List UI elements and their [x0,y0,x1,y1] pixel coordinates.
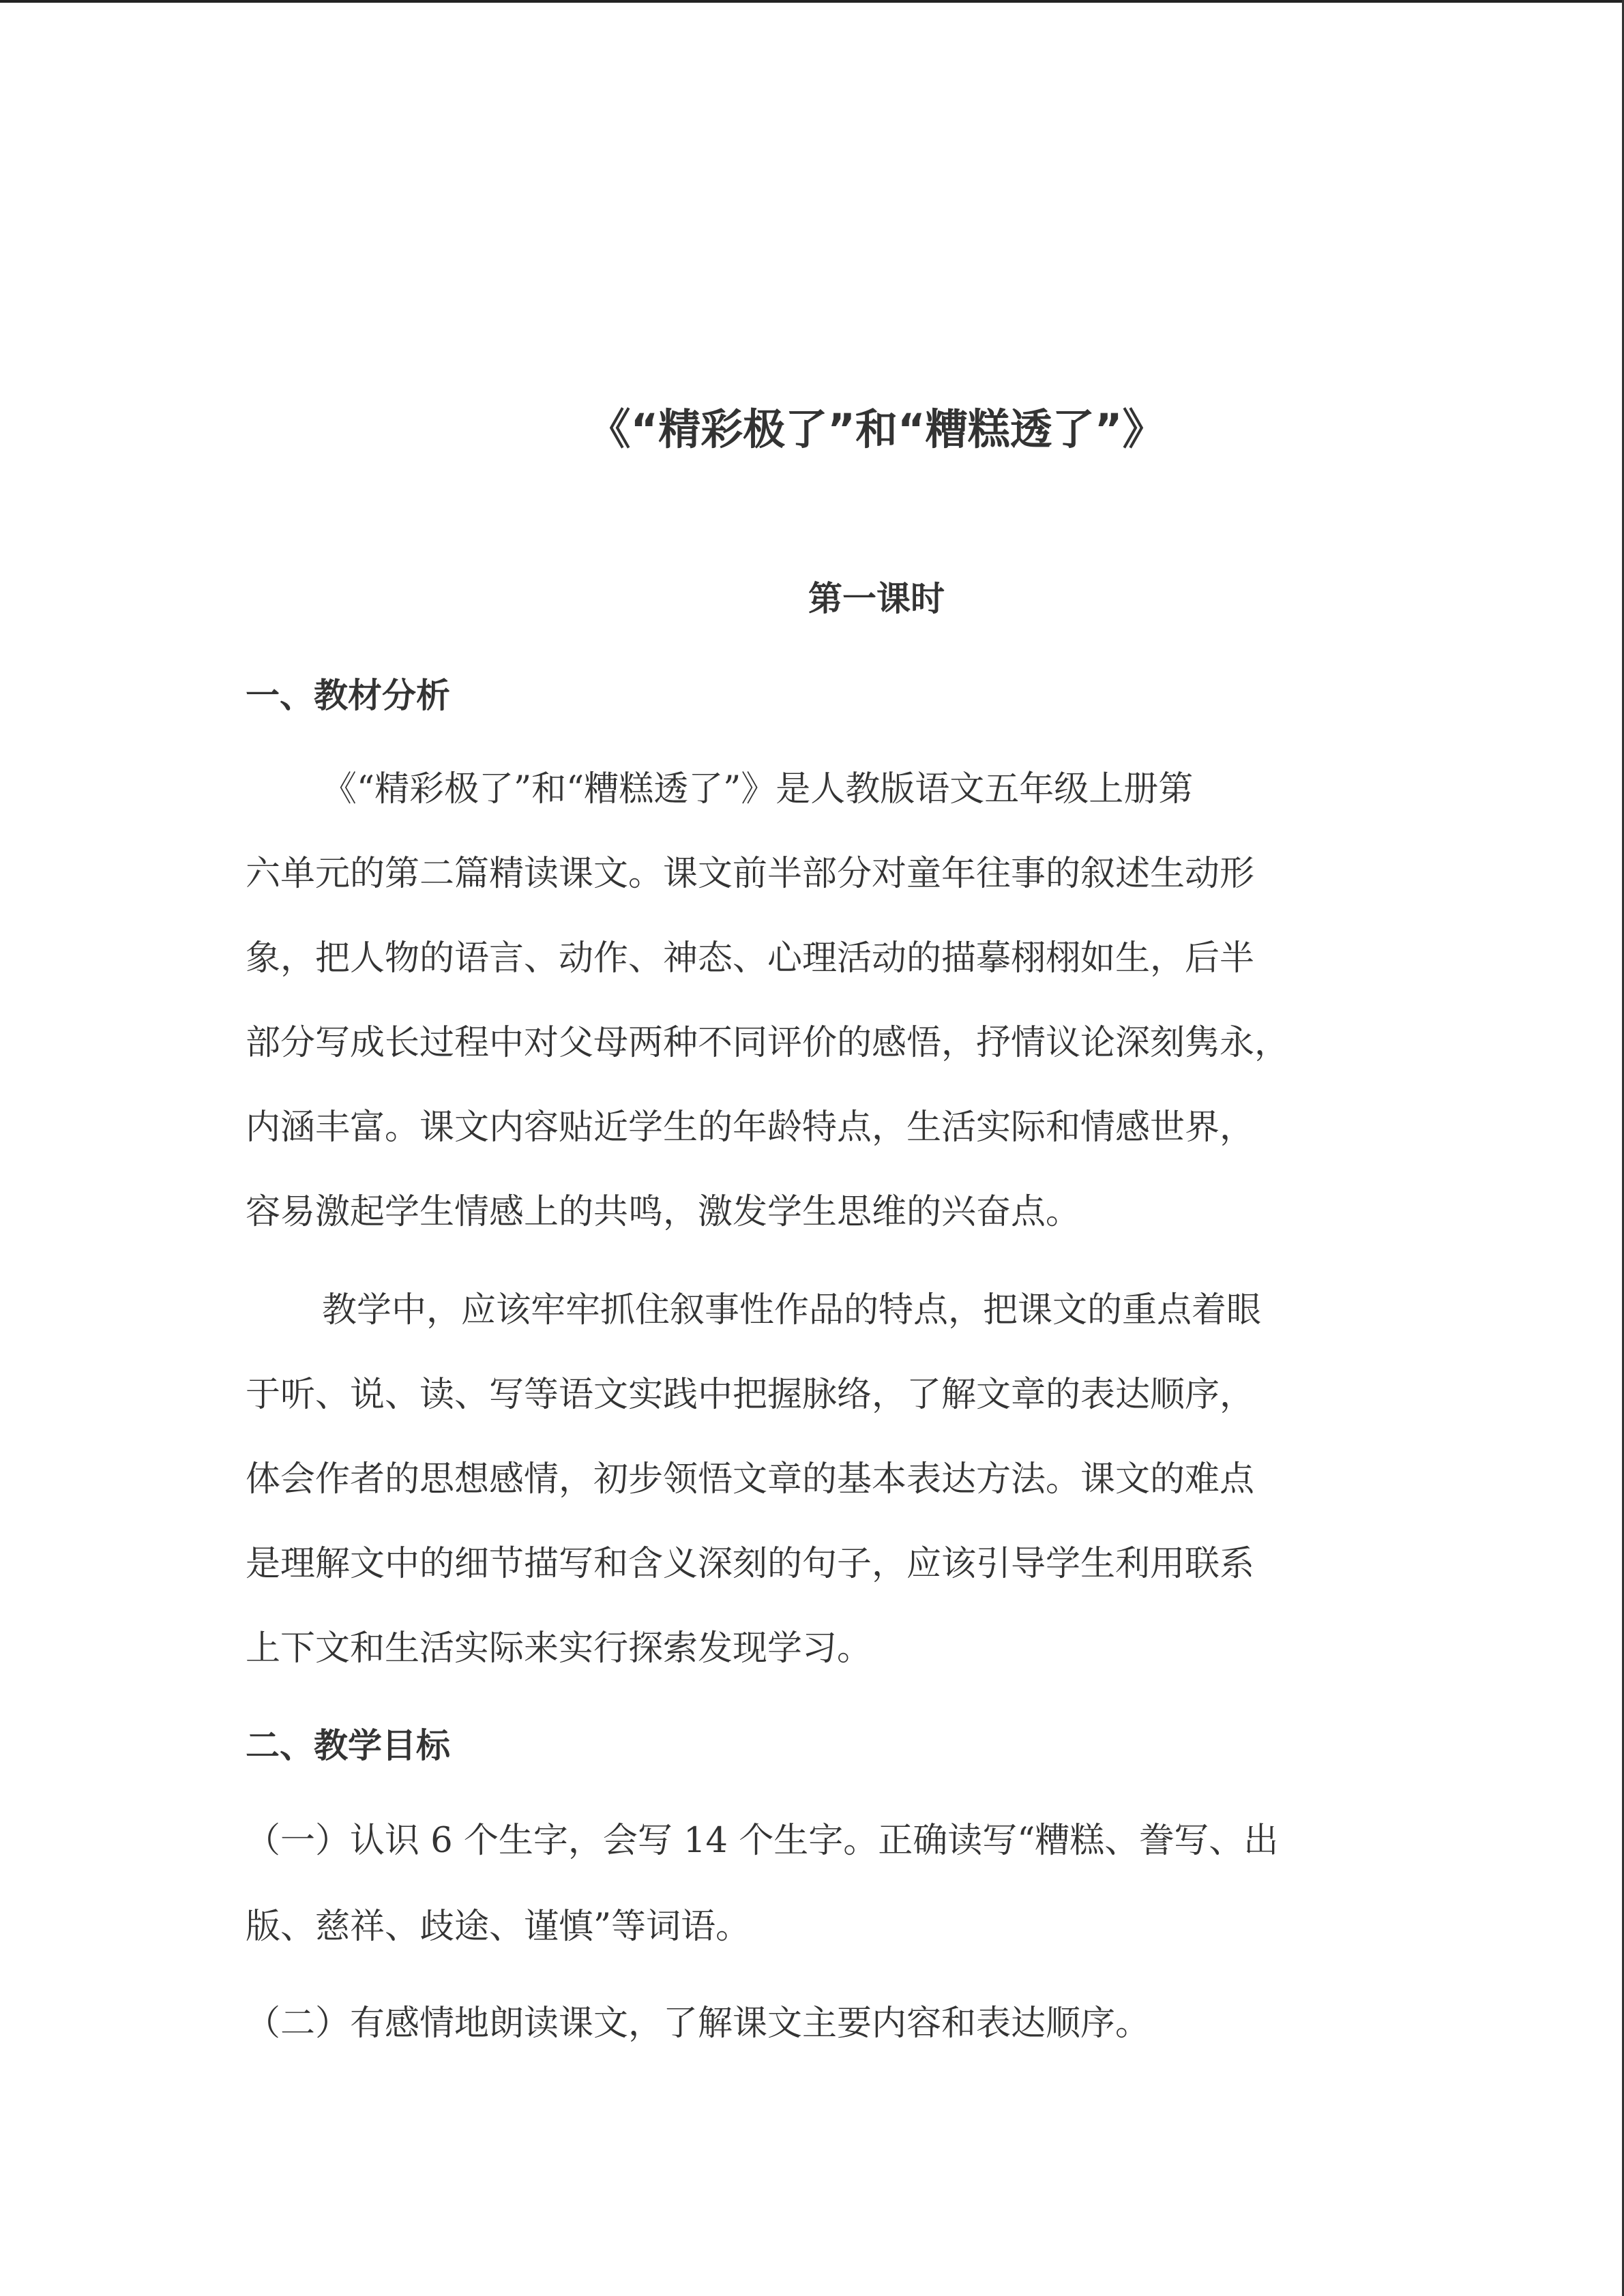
text-line: 上下文和生活实际来实行探索发现学习。 [246,1628,872,1669]
text-line: （一）认识 6 个生字，会写 14 个生字。正确读写“糟糕、誊写、出 [246,1821,1279,1861]
text-line: 象，把人物的语言、动作、神态、心理活动的描摹栩栩如生，后半 [246,938,1255,979]
text-line: 是理解文中的细节描写和含义深刻的句子，应该引导学生利用联系 [246,1544,1255,1584]
text-line: 教学中，应该牢牢抓住叙事性作品的特点，把课文的重点着眼 [322,1290,1262,1330]
lesson-subtitle: 第一课时 [808,579,945,618]
text-line: 容易激起学生情感上的共鸣，激发学生思维的兴奋点。 [246,1192,1081,1232]
text-line: 内涵丰富。课文内容贴近学生的年龄特点，生活实际和情感世界， [246,1107,1255,1148]
text-line: 部分写成长过程中对父母两种不同评价的感悟，抒情议论深刻隽永， [246,1023,1290,1063]
text-line: 体会作者的思想感情，初步领悟文章的基本表达方法。课文的难点 [246,1459,1255,1500]
text-line: 《“精彩极了”和“糟糕透了”》是人教版语文五年级上册第 [322,769,1194,809]
text-line: 于听、说、读、写等语文实践中把握脉络，了解文章的表达顺序， [246,1375,1255,1415]
top-border [0,0,1624,3]
section-heading-teaching-objectives: 二、教学目标 [246,1726,450,1765]
text-line: 六单元的第二篇精读课文。课文前半部分对童年往事的叙述生动形 [246,854,1255,894]
document-title: 《“精彩极了”和“糟糕透了”》 [588,404,1165,454]
text-line: （二）有感情地朗读课文，了解课文主要内容和表达顺序。 [246,2003,1151,2044]
section-heading-materials-analysis: 一、教材分析 [246,676,450,715]
text-line: 版、慈祥、歧途、谨慎”等词语。 [246,1907,751,1947]
